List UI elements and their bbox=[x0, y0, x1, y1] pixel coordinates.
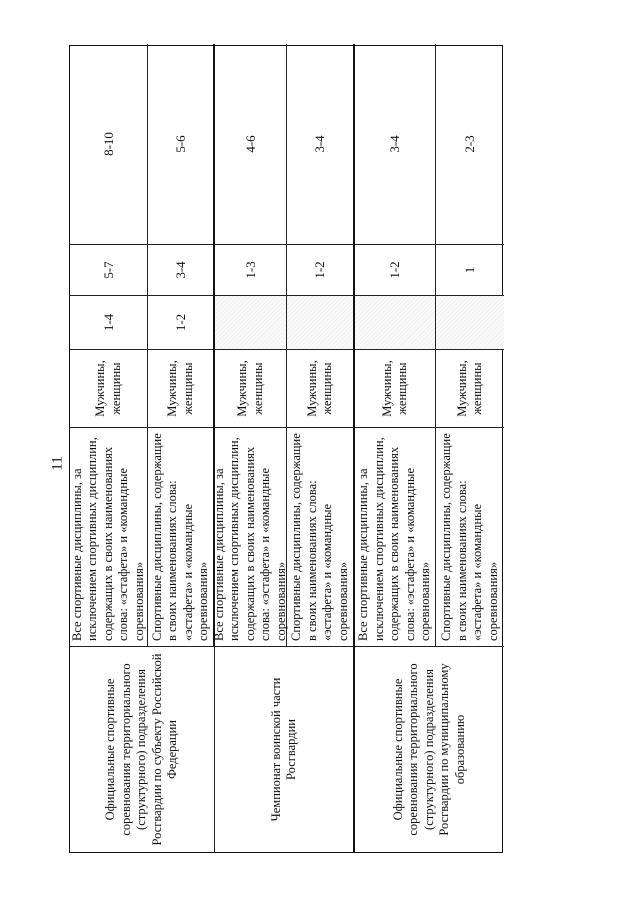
discipline-cell: Все спортивные дисциплины, за исключением спортивных дисциплин, содержащих в своих наименованиях слова: «эстафета» и «командные соревнования» bbox=[355, 427, 436, 646]
ranking-table bbox=[69, 45, 503, 853]
rank-cell-3: 3-4 bbox=[287, 44, 355, 244]
page-number: 11 bbox=[49, 456, 66, 471]
discipline-cell: Спортивные дисциплины, содержащие в своих наименованиях слова: «эстафета» и «командные соревнования» bbox=[287, 427, 355, 646]
group-name: Официальные спортивные соревнования территориального (структурного) подразделения Росгвардии по муниципальному образованию bbox=[355, 646, 504, 852]
rank-cell-2: 1-2 bbox=[355, 244, 436, 295]
gender-cell: Мужчины, женщины bbox=[148, 349, 215, 427]
rank-cell-3: 3-4 bbox=[355, 44, 436, 244]
gender-cell: Мужчины, женщины bbox=[215, 349, 287, 427]
rank-cell-1 bbox=[215, 295, 287, 349]
rank-cell-2: 5-7 bbox=[70, 244, 148, 295]
rank-cell-1: 1-2 bbox=[148, 295, 215, 349]
discipline-cell: Все спортивные дисциплины, за исключением спортивных дисциплин, содержащих в своих наименованиях слова: «эстафета» и «командные соревнования» bbox=[215, 427, 287, 646]
rank-cell-2: 1-2 bbox=[287, 244, 355, 295]
group-name: Официальные спортивные соревнования территориального (структурного) подразделения Росгвардии по субъекту Российской Федерации bbox=[70, 646, 215, 852]
rank-cell-3: 4-6 bbox=[215, 44, 287, 244]
rank-cell-3: 2-3 bbox=[462, 135, 478, 153]
rank-cell-2: 1-3 bbox=[215, 244, 287, 295]
rank-cell-1: 1-4 bbox=[70, 295, 148, 349]
rank-cell-3: 5-6 bbox=[148, 44, 215, 244]
discipline-cell: Все спортивные дисциплины, за исключением спортивных дисциплин, содержащих в своих наименованиях слова: «эстафета» и «командные соревнования» bbox=[70, 427, 148, 646]
rotated-table-wrapper bbox=[69, 45, 503, 853]
rank-cell-2: 3-4 bbox=[148, 244, 215, 295]
discipline-cell: Спортивные дисциплины, содержащие в своих наименованиях слова: «эстафета» и «командные соревнования» bbox=[148, 427, 215, 646]
gender-cell: Мужчины, женщины bbox=[355, 349, 436, 427]
rank-cell-1 bbox=[436, 295, 504, 349]
rank-cell-1 bbox=[355, 295, 436, 349]
gender-cell: Мужчины, женщины bbox=[287, 349, 355, 427]
gender-cell: Мужчины, женщины bbox=[70, 349, 148, 427]
rank-cell-3: 8-10 bbox=[70, 44, 148, 244]
group-name: Чемпионат воинской части Росгвардии bbox=[215, 646, 355, 852]
discipline-cell: Спортивные дисциплины, содержащие в своих наименованиях слова: «эстафета» и «командные соревнования» bbox=[436, 427, 504, 646]
rank-cell-2: 1 bbox=[436, 244, 504, 295]
rank-cell-1 bbox=[287, 295, 355, 349]
gender-cell: Мужчины, женщины bbox=[436, 349, 504, 427]
